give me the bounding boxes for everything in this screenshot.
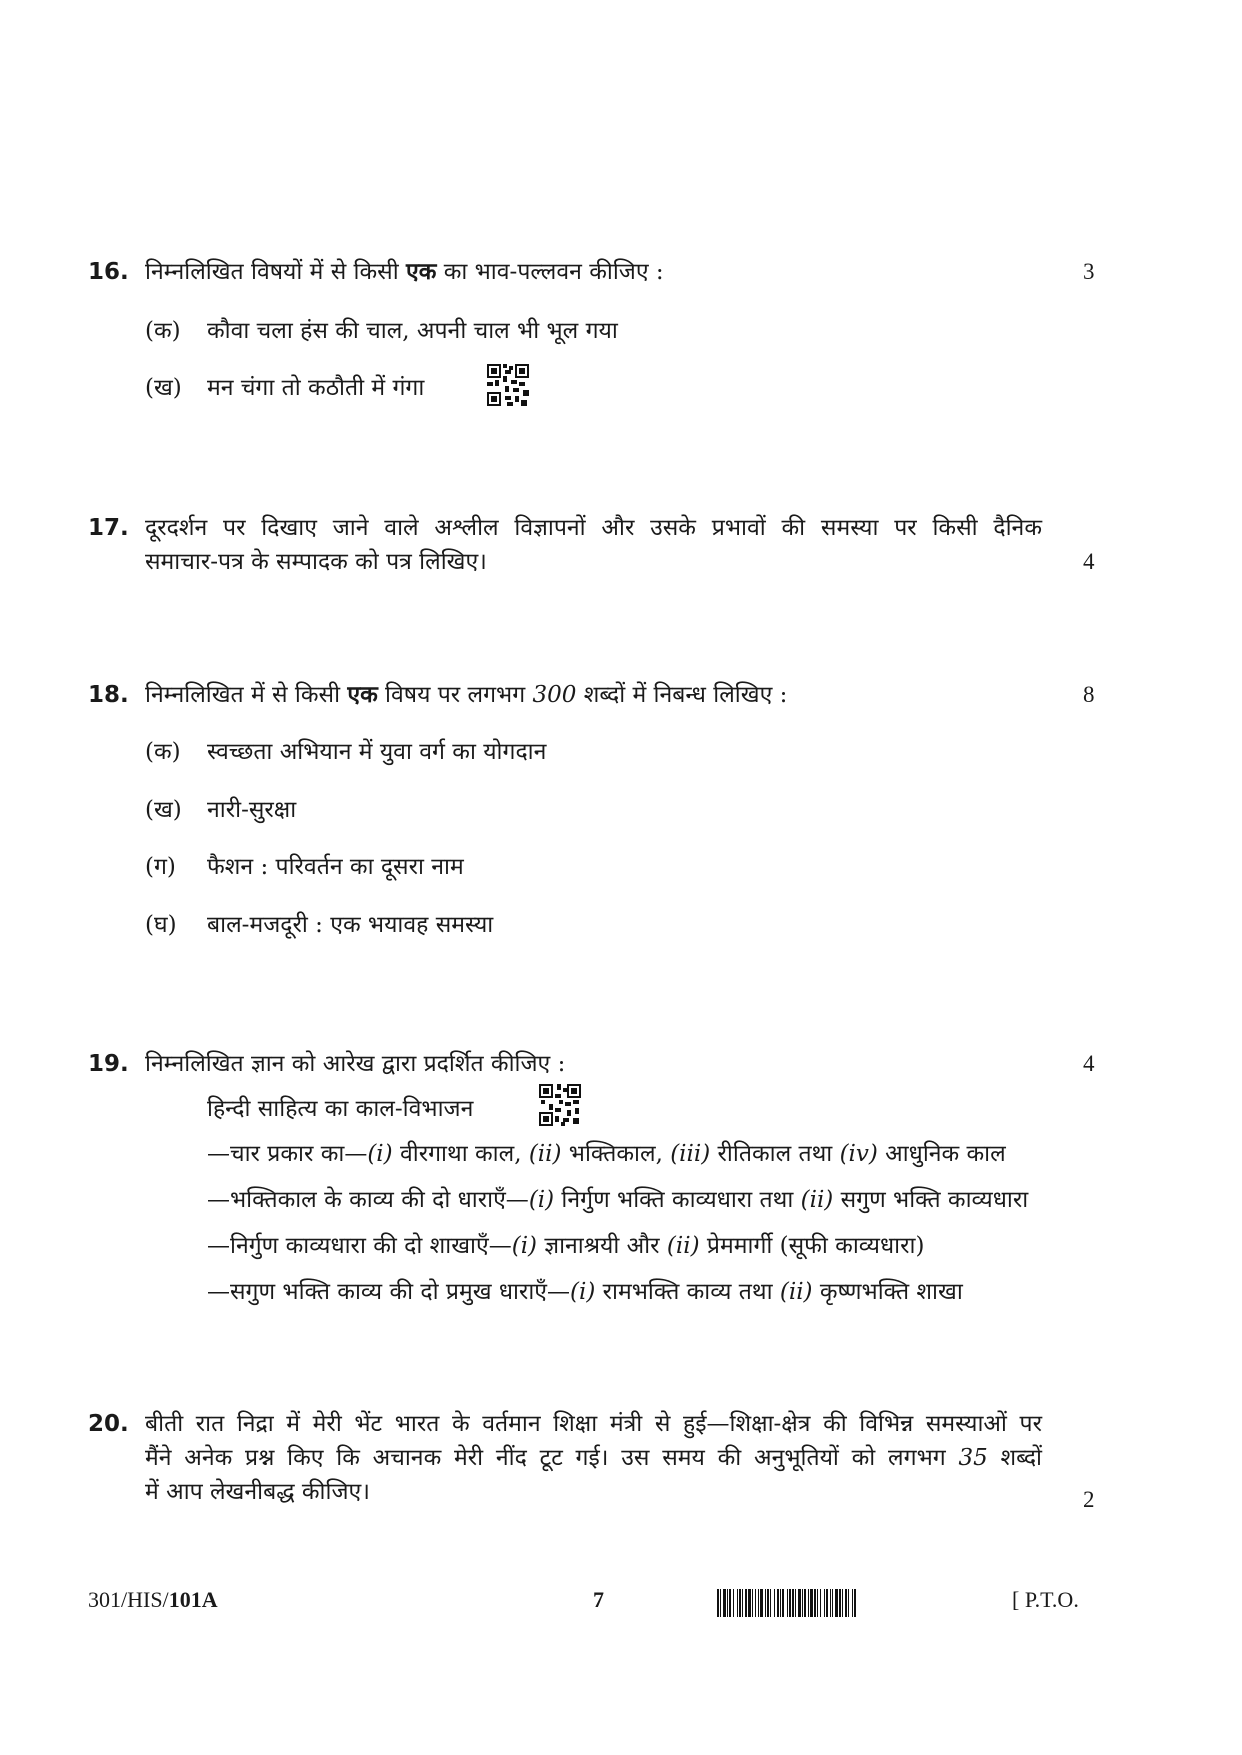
marks: 4 (1083, 1051, 1095, 1076)
question-text: निम्नलिखित ज्ञान को आरेख द्वारा प्रदर्शित कीजिए : (145, 1051, 566, 1077)
question-text: निम्नलिखित विषयों में से किसी एक का भाव-पल्लवन कीजिए : (145, 258, 664, 285)
marks: 8 (1083, 682, 1095, 707)
option-text: मन चंगा तो कठौती में गंगा (207, 375, 425, 401)
option-label: (ख) (145, 375, 182, 401)
diagram-line-1: —चार प्रकार का—(i) वीरगाथा काल, (ii) भक्तिकाल, (iii) रीतिकाल तथा (iv) आधुनिक काल (207, 1141, 1006, 1167)
pto-label: [ P.T.O. (1012, 1587, 1079, 1612)
option-text: फैशन : परिवर्तन का दूसरा नाम (207, 854, 464, 880)
question-number: 20. (88, 1411, 129, 1437)
question-number: 16. (88, 259, 129, 285)
diagram-line-4: —सगुण भक्ति काव्य की दो प्रमुख धाराएँ—(i) रामभक्ति काव्य तथा (ii) कृष्णभक्ति शाखा (207, 1279, 963, 1305)
marks: 4 (1083, 549, 1095, 574)
qr-code-icon (539, 1084, 581, 1126)
qr-code-icon (487, 364, 529, 406)
option-label: (घ) (145, 912, 177, 938)
question-number: 18. (88, 682, 129, 708)
option-text: नारी-सुरक्षा (207, 797, 297, 823)
marks: 3 (1083, 259, 1095, 284)
diagram-line-3: —निर्गुण काव्यधारा की दो शाखाएँ—(i) ज्ञानाश्रयी और (ii) प्रेममार्गी (सूफी काव्यधारा) (207, 1233, 925, 1259)
question-number: 19. (88, 1051, 129, 1077)
question-number: 17. (88, 515, 129, 541)
option-label: (ग) (145, 854, 176, 880)
option-text: कौवा चला हंस की चाल, अपनी चाल भी भूल गया (207, 318, 618, 344)
option-label: (क) (145, 739, 181, 765)
page-number: 7 (593, 1587, 604, 1612)
marks: 2 (1083, 1487, 1095, 1512)
paper-code: 301/HIS/101A (88, 1587, 218, 1612)
option-text: बाल-मजदूरी : एक भयावह समस्या (207, 912, 494, 938)
question-text-line-2: मैंने अनेक प्रश्न किए कि अचानक मेरी नींद टूट गई। उस समय की अनुभूतियों को लगभग 35 शब्दों (145, 1445, 1043, 1471)
option-label: (ख) (145, 797, 182, 823)
question-text: निम्नलिखित में से किसी एक विषय पर लगभग 300 शब्दों में निबन्ध लिखिए : (145, 681, 788, 708)
question-text-line-2: समाचार-पत्र के सम्पादक को पत्र लिखिए। (145, 549, 487, 575)
option-label: (क) (145, 318, 181, 344)
question-text-line-3: में आप लेखनीबद्ध कीजिए। (145, 1479, 370, 1505)
diagram-line-2: —भक्तिकाल के काव्य की दो धाराएँ—(i) निर्गुण भक्ति काव्यधारा तथा (ii) सगुण भक्ति काव्यधारा (207, 1187, 1029, 1213)
option-text: स्वच्छता अभियान में युवा वर्ग का योगदान (207, 739, 547, 765)
question-text-line-1: बीती रात निद्रा में मेरी भेंट भारत के वर्तमान शिक्षा मंत्री से हुई—शिक्षा-क्षेत्र की विभिन्न समस्याओं पर (145, 1411, 1042, 1437)
diagram-subtitle: हिन्दी साहित्य का काल-विभाजन (207, 1096, 474, 1122)
barcode-icon (717, 1589, 999, 1617)
question-text-line-1: दूरदर्शन पर दिखाए जाने वाले अश्लील विज्ञापनों और उसके प्रभावों की समस्या पर किसी दैनिक (145, 515, 1042, 541)
